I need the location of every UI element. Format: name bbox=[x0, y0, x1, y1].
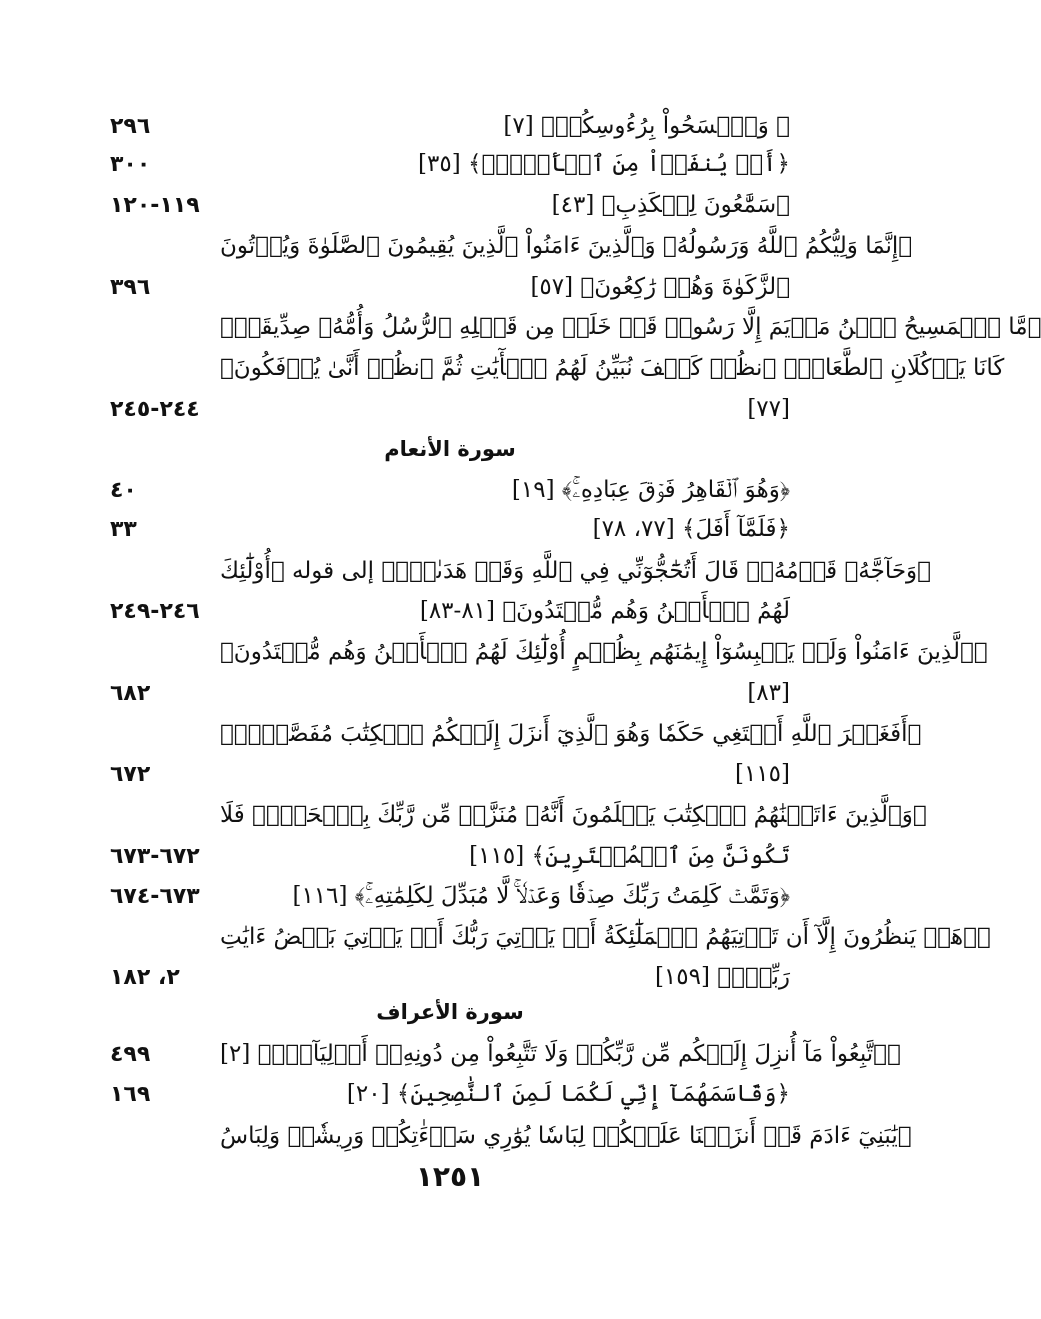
entry-row bbox=[110, 633, 988, 671]
verse-text: ﴿وَٱلَّذِينَ ءَاتَيۡنَٰهُمُ ٱلۡكِتَٰبَ يَعۡلَمُونَ أَنَّهُۥ مُنَزَّلٞ مِّن رَّبِّكَ بِٱلۡحَقِّۖ فَلَا bbox=[220, 802, 927, 828]
page-reference: ٢٩٦ bbox=[110, 113, 151, 139]
entry-row bbox=[110, 107, 790, 145]
entry-row bbox=[110, 1075, 790, 1113]
verse-text: ﴿۞هَلۡ يَنظُرُونَ إِلَّآ أَن تَأۡتِيَهُمُ ٱلۡمَلَٰٓئِكَةُ أَوۡ يَأۡتِيَ رَبُّكَ أَوۡ يَأۡتِيَ بَعۡضُ ءَايَٰتِ bbox=[220, 924, 991, 950]
verse-text: ﴿وَتَمَّتۡ كَلِمَتُ رَبِّكَ صِدۡقٗا وَعَدۡلٗاۚ لَّا مُبَدِّلَ لِكَلِمَٰتِهِۦۚ﴾ [١١٦] bbox=[292, 883, 790, 909]
verse-text: رَبِّكَۗ﴾ [١٥٩] bbox=[654, 964, 790, 990]
entry-row bbox=[110, 186, 790, 224]
entry-row bbox=[110, 552, 931, 590]
entry-row bbox=[110, 715, 922, 753]
entry-row bbox=[110, 877, 790, 915]
page-reference: ٦٧٢ bbox=[110, 761, 151, 787]
entry-row bbox=[110, 349, 1005, 387]
entry-row bbox=[110, 755, 790, 793]
verse-text: تَكُونَنَّ مِنَ ٱلۡمُمۡتَرِينَ﴾ [١١٥] bbox=[469, 843, 790, 869]
surah-heading: سورة الأنعام bbox=[384, 437, 516, 461]
page-reference: ٢، ١٨٢ bbox=[110, 964, 180, 990]
entry-row bbox=[110, 592, 790, 630]
page-reference: ٣٩٦ bbox=[110, 274, 151, 300]
verse-text: ﴿سَمَّٰعُونَ لِلۡكَذِبِ﴾ [٤٣] bbox=[551, 192, 790, 218]
verse-text: ﴿أَوۡ يُنفَوۡاْ مِنَ ٱلۡأَرۡضِۚ﴾ [٣٥] bbox=[418, 151, 790, 177]
verse-text: كَانَا يَأۡكُلَانِ ٱلطَّعَامَۗ ٱنظُرۡ كَيۡفَ نُبَيِّنُ لَهُمُ ٱلۡأٓيَٰتِ ثُمَّ ٱنظُرۡ أَنَّىٰ يُؤۡفَكُونَ﴾ bbox=[220, 355, 1005, 381]
entry-row bbox=[110, 390, 790, 428]
entry-row bbox=[110, 510, 790, 548]
entry-row bbox=[110, 837, 790, 875]
page-reference: ١٦٩ bbox=[110, 1081, 151, 1107]
entry-row bbox=[110, 227, 913, 265]
page-reference: ٦٧٣-٦٧٤ bbox=[110, 883, 200, 909]
verse-text: [٧٧] bbox=[747, 396, 790, 422]
entry-row bbox=[110, 268, 790, 306]
entry-row bbox=[110, 1117, 912, 1155]
page-reference: ٣٠٠ bbox=[110, 151, 151, 177]
page-reference: ٦٨٢ bbox=[110, 680, 151, 706]
page-reference: ٤٠ bbox=[110, 477, 137, 503]
entry-row bbox=[110, 145, 790, 183]
verse-text: لَهُمُ ٱلۡأَمۡنُ وَهُم مُّهۡتَدُونَ﴾ [٨١-٨٣] bbox=[419, 598, 790, 624]
verse-text: ﴿وَقَاسَمَهُمَآ إِنِّي لَكُمَا لَمِنَ ٱلنَّٰصِحِينَ﴾ [٢٠] bbox=[346, 1081, 790, 1107]
page-number: ١٢٥١ bbox=[415, 1160, 485, 1193]
verse-text: ﴿ٱلَّذِينَ ءَامَنُواْ وَلَمۡ يَلۡبِسُوٓاْ إِيمَٰنَهُم بِظُلۡمٍ أُوْلَٰٓئِكَ لَهُمُ ٱلۡأَمۡنُ وَهُم مُّهۡتَدُونَ﴾ bbox=[220, 639, 988, 665]
verse-text: ﴿مَّا ٱلۡمَسِيحُ ٱبۡنُ مَرۡيَمَ إِلَّا رَسُولٞ قَدۡ خَلَتۡ مِن قَبۡلِهِ ٱلرُّسُلُ وَأُمُّهُۥ صِدِّيقَةٞۖ bbox=[220, 314, 1041, 340]
verse-text: ﴿فَلَمَّآ أَفَلَ﴾ [٧٧، ٧٨] bbox=[592, 516, 790, 542]
entry-row bbox=[110, 471, 790, 509]
page-reference: ٢٤٤-٢٤٥ bbox=[110, 396, 200, 422]
verse-text: ٱلزَّكَوٰةَ وَهُمۡ رَٰكِعُونَ﴾ [٥٧] bbox=[530, 274, 790, 300]
entry-row bbox=[110, 918, 991, 956]
entry-row bbox=[110, 308, 1041, 346]
verse-text: ﴿ وَٱمۡسَحُواْ بِرُءُوسِكُمۡ﴾ [٧] bbox=[503, 113, 790, 139]
verse-text: [٨٣] bbox=[747, 680, 790, 706]
verse-text: ﴿أَفَغَيۡرَ ٱللَّهِ أَبۡتَغِي حَكَمٗا وَهُوَ ٱلَّذِيٓ أَنزَلَ إِلَيۡكُمُ ٱلۡكِتَٰبَ مُفَصَّلٗاۚ﴾ bbox=[220, 721, 922, 747]
page-reference: ١١٩-١٢٠ bbox=[110, 192, 200, 218]
entry-row bbox=[110, 958, 790, 996]
page-reference: ٦٧٢-٦٧٣ bbox=[110, 843, 200, 869]
verse-text: ﴿وَحَآجَّهُۥ قَوۡمُهُۥۚ قَالَ أَتُحَٰٓجُّوٓنِّي فِي ٱللَّهِ وَقَدۡ هَدَىٰنِۚ﴾ إلى قوله ﴿أُوْلَٰٓئِكَ bbox=[220, 558, 931, 584]
verse-text: ﴿يَٰبَنِيٓ ءَادَمَ قَدۡ أَنزَلۡنَا عَلَيۡكُمۡ لِبَاسٗا يُوَٰرِي سَوۡءَٰتِكُمۡ وَرِيشٗاۖ وَلِبَاسُ bbox=[220, 1123, 912, 1149]
page-reference: ٢٤٦-٢٤٩ bbox=[110, 598, 200, 624]
verse-text: [١١٥] bbox=[734, 761, 790, 787]
entry-row bbox=[110, 674, 790, 712]
verse-text: ﴿وَهُوَ ٱلۡقَاهِرُ فَوۡقَ عِبَادِهِۦۚ﴾ [١٩] bbox=[511, 477, 790, 503]
surah-heading: سورة الأعراف bbox=[376, 1000, 524, 1024]
page-reference: ٣٣ bbox=[110, 516, 137, 542]
entry-row bbox=[110, 796, 927, 834]
entry-row bbox=[110, 1035, 901, 1073]
page-reference: ٤٩٩ bbox=[110, 1041, 151, 1067]
verse-text: ﴿ٱتَّبِعُواْ مَآ أُنزِلَ إِلَيۡكُم مِّن رَّبِّكُمۡ وَلَا تَتَّبِعُواْ مِن دُونِهِۦٓ أَوۡلِيَآءَۗ﴾ [٢] bbox=[220, 1041, 901, 1067]
verse-text: ﴿إِنَّمَا وَلِيُّكُمُ ٱللَّهُ وَرَسُولُهُۥ وَٱلَّذِينَ ءَامَنُواْ ٱلَّذِينَ يُقِيمُونَ ٱلصَّلَوٰةَ وَيُؤۡتُونَ bbox=[220, 233, 913, 259]
